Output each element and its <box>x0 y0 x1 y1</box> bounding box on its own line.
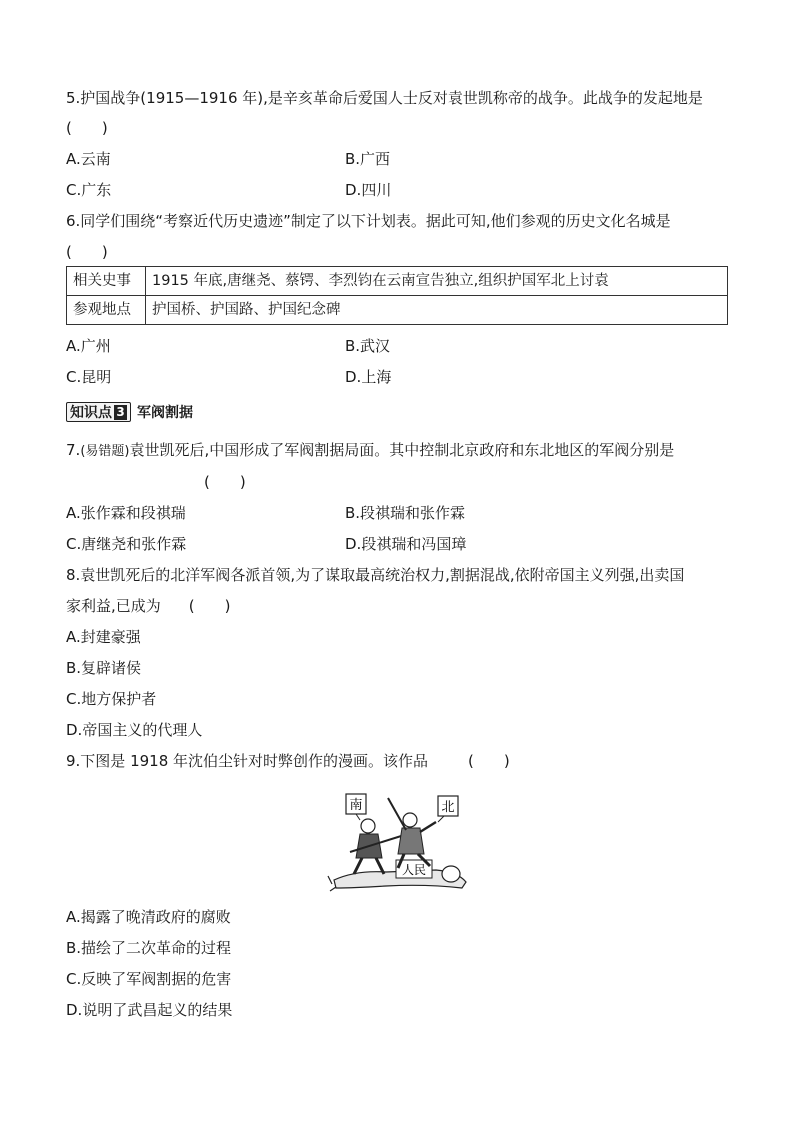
knowledge-point-label: 知识点 <box>70 405 112 421</box>
table-cell: 护国桥、护国路、护国纪念碑 <box>146 296 728 325</box>
q8-stem-line1: 8.袁世凯死后的北洋军阀各派首领,为了谋取最高统治权力,割据混战,依附帝国主义列强,出卖国 <box>66 566 685 584</box>
q6-plan-table <box>66 266 728 325</box>
q6-option-a: A.广州 <box>66 337 111 355</box>
table-row <box>67 267 728 296</box>
q6-answer-paren: ( ) <box>66 243 108 261</box>
q8-option-d: D.帝国主义的代理人 <box>66 721 203 739</box>
lying-figure-head <box>442 866 460 882</box>
knowledge-point-heading <box>66 402 193 422</box>
table-cell: 1915 年底,唐继尧、蔡锷、李烈钧在云南宣告独立,组织护国军北上讨袁 <box>146 267 728 296</box>
q7-tag: (易错题) <box>80 444 130 459</box>
q5-option-b: B.广西 <box>345 150 391 168</box>
q5-option-c: C.广东 <box>66 181 112 199</box>
q7-option-b: B.段祺瑞和张作霖 <box>345 504 466 522</box>
q9-answer-paren: ( ) <box>468 752 510 770</box>
q5-answer-paren: ( ) <box>66 119 108 137</box>
q8-option-a: A.封建豪强 <box>66 628 141 646</box>
knowledge-point-number: 3 <box>114 405 127 420</box>
q9-stem: 9.下图是 1918 年沈伯尘针对时弊创作的漫画。该作品 <box>66 752 429 770</box>
table-row-header: 相关史事 <box>67 267 146 296</box>
north-label: 北 <box>441 800 455 815</box>
people-label: 人民 <box>401 863 427 877</box>
knowledge-point-badge <box>66 402 131 422</box>
q8-answer-paren: ( ) <box>188 597 231 615</box>
q7-option-a: A.张作霖和段祺瑞 <box>66 504 186 522</box>
table-row <box>67 296 728 325</box>
q8-stem-text: 家利益,已成为 <box>66 597 161 615</box>
q7-option-d: D.段祺瑞和冯国璋 <box>345 535 467 553</box>
q7-stem: 袁世凯死后,中国形成了军阀割据局面。其中控制北京政府和东北地区的军阀分别是 <box>129 441 675 459</box>
knowledge-point-title: 军阀割据 <box>137 405 193 421</box>
cartoon-illustration <box>326 792 472 892</box>
q6-option-c: C.昆明 <box>66 368 112 386</box>
south-label: 南 <box>349 798 363 813</box>
q6-stem: 6.同学们围绕“考察近代历史遗迹”制定了以下计划表。据此可知,他们参观的历史文化名城是 <box>66 212 671 230</box>
table-row-header: 参观地点 <box>67 296 146 325</box>
q7-answer-paren: ( ) <box>204 473 246 491</box>
q9-option-b: B.描绘了二次革命的过程 <box>66 939 232 957</box>
q8-option-c: C.地方保护者 <box>66 690 157 708</box>
q9-option-c: C.反映了军阀割据的危害 <box>66 970 232 988</box>
q5-option-a: A.云南 <box>66 150 111 168</box>
q9-option-a: A.揭露了晚清政府的腐败 <box>66 908 231 926</box>
q8-option-b: B.复辟诸侯 <box>66 659 142 677</box>
q6-option-d: D.上海 <box>345 368 392 386</box>
q5-stem: 5.护国战争(1915—1916 年),是辛亥革命后爱国人士反对袁世凯称帝的战争。此战争的发起地是 <box>66 89 703 107</box>
q5-option-d: D.四川 <box>345 181 392 199</box>
q9-option-d: D.说明了武昌起义的结果 <box>66 1001 233 1019</box>
q7-stem-line <box>66 440 674 462</box>
q7-option-c: C.唐继尧和张作霖 <box>66 535 187 553</box>
q6-option-b: B.武汉 <box>345 337 391 355</box>
q7-number: 7. <box>66 441 81 459</box>
north-soldier-sword <box>388 798 406 830</box>
q8-stem-line2 <box>66 596 231 616</box>
south-soldier-head <box>361 819 375 833</box>
q9-stem-line <box>66 751 510 771</box>
north-soldier-head <box>403 813 417 827</box>
